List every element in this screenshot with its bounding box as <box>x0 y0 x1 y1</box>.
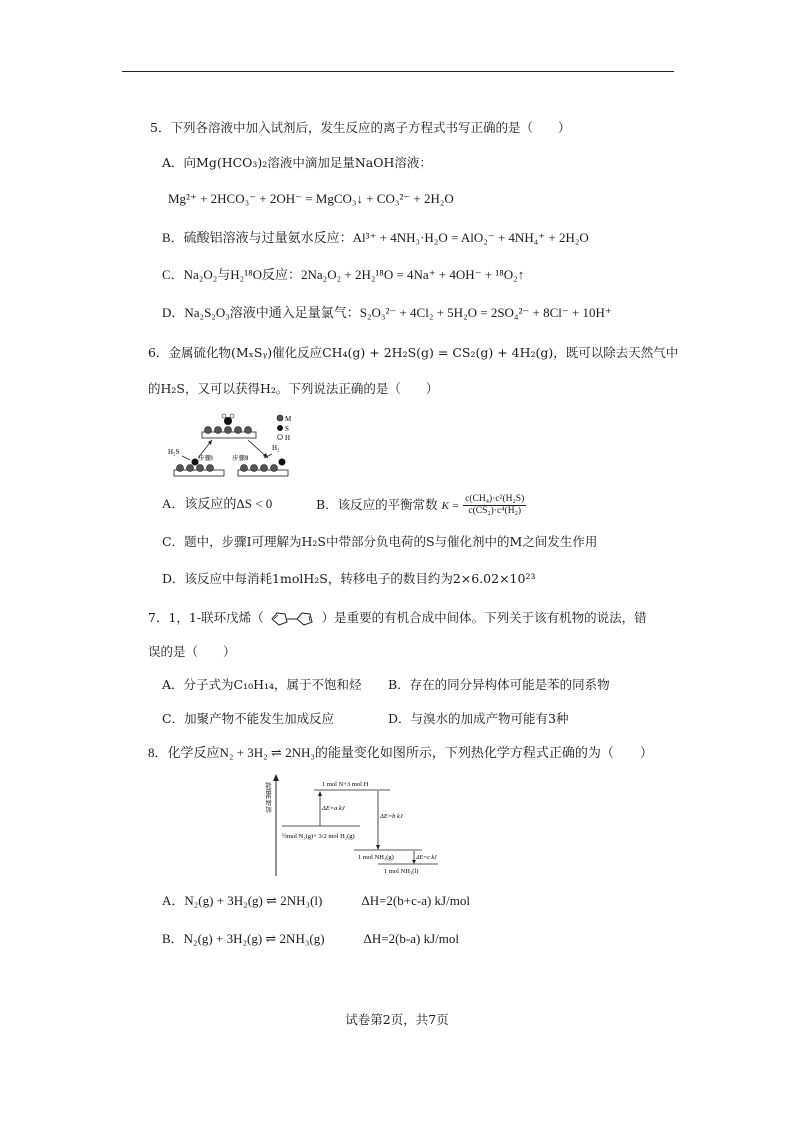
q7-option-c: C．加聚产物不能发生加成反应 <box>162 711 335 726</box>
level-reactants-label: ½mol N₂(g)+ 3/2 mol H₂(g) <box>282 833 355 840</box>
q8-stem: 8．化学反应N₂ + 3H₂ ⇌ 2NH₃的能量变化如图所示，下列热化学方程式正确的为（ ） <box>148 745 653 760</box>
fig-legend-s: S <box>285 425 289 433</box>
q7-stem-prefix: 7．1，1-联环戊烯（ <box>148 610 264 625</box>
fig-legend-h: H <box>285 434 291 442</box>
q6-stem-line2: 的H₂S，又可以获得H₂。下列说法正确的是（ ） <box>148 381 439 396</box>
q6-option-b-prefix: B．该反应的平衡常数 <box>316 497 438 512</box>
fig-h2s-label: H₂S <box>168 448 180 456</box>
header-rule <box>122 71 674 72</box>
delta-e-c-label: ΔE=c kJ <box>416 855 437 861</box>
q7-stem-suffix: ）是重要的有机合成中间体。下列关于该有机物的说法，错 <box>321 610 647 625</box>
q6-option-b-k: K = <box>441 500 460 512</box>
q7-option-d: D．与溴水的加成产物可能有3种 <box>388 711 569 726</box>
fig-h2-label: H₂ <box>272 444 280 452</box>
energy-level-diagram <box>262 772 452 880</box>
page-footer: 试卷第2页，共7页 <box>345 1012 449 1027</box>
q6-option-b <box>316 494 526 517</box>
q7-option-b: B．存在的同分异构体可能是苯的同系物 <box>388 677 610 692</box>
q6-option-b-fraction <box>463 494 526 517</box>
delta-e-a-label: ΔE=a kJ <box>322 805 345 812</box>
q5-option-b: B．硫酸铝溶液与过量氨水反应：Al³⁺ + 4NH₃·H₂O = AlO₂⁻ + 4NH₄⁺ + 2H₂O <box>162 230 589 245</box>
fig-step2-label: 步骤Ⅱ <box>232 454 249 462</box>
level-nh3-gas-label: 1 mol NH₃(g) <box>358 854 394 861</box>
fig-legend-m: M <box>285 415 292 423</box>
bicyclopentenyl-structure-icon <box>264 611 322 627</box>
q6-stem-line1: 6．金属硫化物(MₓSᵧ)催化反应CH₄(g) + 2H₂S(g) = CS₂(g) + 4H₂(g)，既可以除去天然气中 <box>148 345 679 360</box>
catalyst-top-layer <box>202 414 256 438</box>
q6-option-b-numerator: c(CH₄)·c²(H₂S) <box>465 494 525 504</box>
q6-option-a: A．该反应的ΔS < 0 <box>162 496 273 511</box>
q5-stem: 5．下列各溶液中加入试剂后，发生反应的离子方程式书写正确的是（ ） <box>150 120 571 135</box>
q7-option-a: A．分子式为C₁₀H₁₄，属于不饱和烃 <box>162 677 362 692</box>
q6-option-c: C．题中，步骤Ⅰ可理解为H₂S中带部分负电荷的S与催化剂中的M之间发生作用 <box>162 534 598 549</box>
q5-option-a: A．向Mg(HCO₃)₂溶液中滴加足量NaOH溶液： <box>162 155 432 170</box>
q5-option-d: D．Na₂S₂O₃溶液中通入足量氯气：S₂O₃²⁻ + 4Cl₂ + 5H₂O = 2SO₄²⁻ + 8Cl⁻ + 10H⁺ <box>162 305 612 320</box>
q5-option-a-equation: Mg²⁺ + 2HCO₃⁻ + 2OH⁻ = MgCO₃↓ + CO₃²⁻ + 2H₂O <box>168 191 454 206</box>
fig-step1-label: 步骤Ⅰ <box>198 454 213 462</box>
delta-e-b-label: ΔE=b kJ <box>380 813 403 820</box>
catalyst-mechanism-figure <box>168 410 298 480</box>
q5-option-c: C．Na₂O₂与H₂¹⁸O反应：2Na₂O₂ + 2H₂¹⁸O = 4Na⁺ + 4OH⁻ + ¹⁸O₂↑ <box>162 267 525 282</box>
q6-option-d: D．该反应中每消耗1molH₂S，转移电子的数目约为2×6.02×10²³ <box>162 571 536 586</box>
level-nh3-liquid-label: 1 mol NH₃(l) <box>384 868 419 875</box>
q8-option-a: A．N₂(g) + 3H₂(g) ⇌ 2NH₃(l) ΔH=2(b+c-a) kJ/mol <box>162 893 470 908</box>
level-atoms-label: 1 mol N+3 mol H <box>322 781 369 788</box>
q7-stem-line1 <box>148 608 647 628</box>
q8-option-b: B．N₂(g) + 3H₂(g) ⇌ 2NH₃(g) ΔH=2(b-a) kJ/mol <box>162 931 460 946</box>
q7-stem-line2: 误的是（ ） <box>148 644 236 659</box>
energy-axis-label: 能量E增加 <box>264 782 272 813</box>
q6-option-b-denominator: c(CS₂)·c⁴(H₂) <box>468 506 522 516</box>
